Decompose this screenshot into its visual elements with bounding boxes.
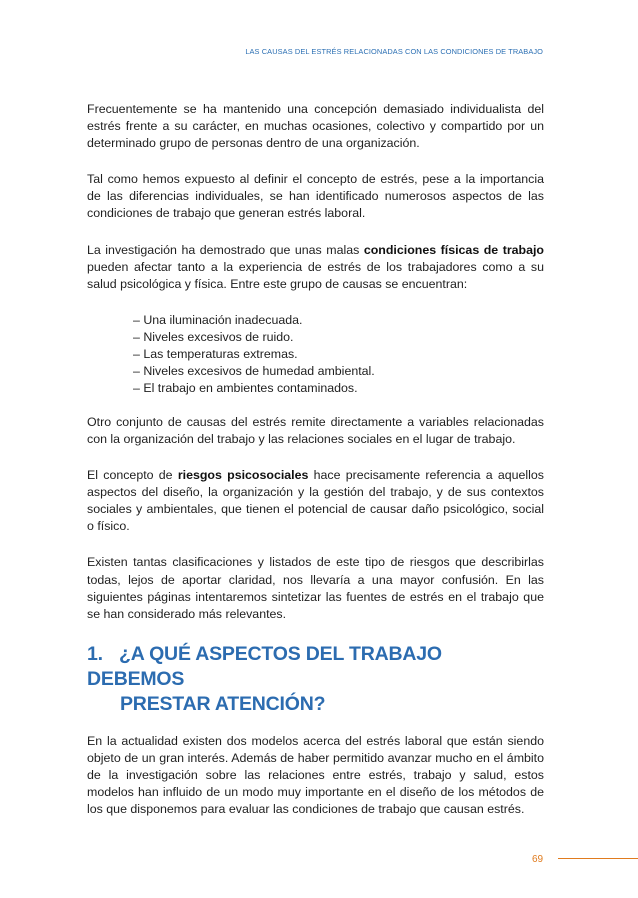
- running-header: LAS CAUSAS DEL ESTRÉS RELACIONADAS CON LAS CONDICIONES DE TRABAJO: [245, 47, 543, 56]
- section-number: 1.: [87, 642, 103, 665]
- section-heading: [87, 642, 544, 717]
- section-title-line-2: PRESTAR ATENCIÓN?: [120, 692, 326, 715]
- paragraph-2: Tal como hemos expuesto al definir el concepto de estrés, pese a la importancia de las diferencias individuales, se han identificado numerosos aspectos de las condiciones de trabajo que generan estrés laboral.: [87, 172, 544, 221]
- list-item: – Niveles excesivos de humedad ambiental.: [133, 363, 375, 378]
- emphasis-psychosocial-risks: riesgos psicosociales: [177, 468, 309, 483]
- list-item: – Las temperaturas extremas.: [133, 346, 298, 361]
- emphasis-physical-conditions: condiciones físicas de trabajo: [363, 242, 545, 257]
- paragraph-3-text-b: pueden afectar tanto a la experiencia de estrés de los trabajadores como a su salud psicológica y física. Entre este grupo de causas se encuentran:: [87, 259, 544, 291]
- paragraph-1: Frecuentemente se ha mantenido una concepción demasiado individualista del estrés frente a su carácter, en muchas ocasiones, colectivo y compartido por un determinado grupo de personas dentro de una organización.: [87, 102, 544, 151]
- paragraph-5: [87, 467, 544, 535]
- paragraph-4: Otro conjunto de causas del estrés remite directamente a variables relacionadas con la organización del trabajo y las relaciones sociales en el lugar de trabajo.: [87, 414, 544, 446]
- causes-list: [87, 312, 544, 397]
- paragraph-5-text-a: El concepto de: [87, 468, 178, 483]
- list-item: – El trabajo en ambientes contaminados.: [133, 380, 358, 395]
- paragraph-6: Existen tantas clasificaciones y listados de este tipo de riesgos que describirlas todas, lejos de aportar claridad, nos llevaría a una mayor confusión. En las siguientes páginas intentaremos sintetizar las fuentes de estrés en el trabajo que se han considerado más relevantes.: [87, 555, 544, 621]
- paragraph-3-text-a: La investigación ha demostrado que unas malas: [87, 242, 364, 257]
- list-item: – Una iluminación inadecuada.: [133, 312, 303, 327]
- paragraph-3: [87, 242, 544, 293]
- list-item: – Niveles excesivos de ruido.: [133, 329, 294, 344]
- paragraph-5-text-b: hace precisamente referencia a aquellos aspectos del diseño, la organización y la gestión del trabajo, y de sus contextos sociales y ambientales, que tienen el potencial de causar daño psicológico, social o físico.: [87, 468, 544, 534]
- page-body: [87, 101, 544, 837]
- paragraph-7: En la actualidad existen dos modelos acerca del estrés laboral que están siendo objeto de un gran interés. Además de haber permitido avanzar mucho en el ámbito de la investigación sobre las relaciones entre estrés, trabajo y salud, estos modelos han influido de un modo muy importante en el diseño de los métodos de los que disponemos para evaluar las condiciones de trabajo que causan estrés.: [87, 733, 544, 817]
- footer-rule: [558, 858, 638, 859]
- page-number: 69: [532, 854, 544, 865]
- section-title-line-1: ¿A QUÉ ASPECTOS DEL TRABAJO DEBEMOS: [87, 642, 442, 690]
